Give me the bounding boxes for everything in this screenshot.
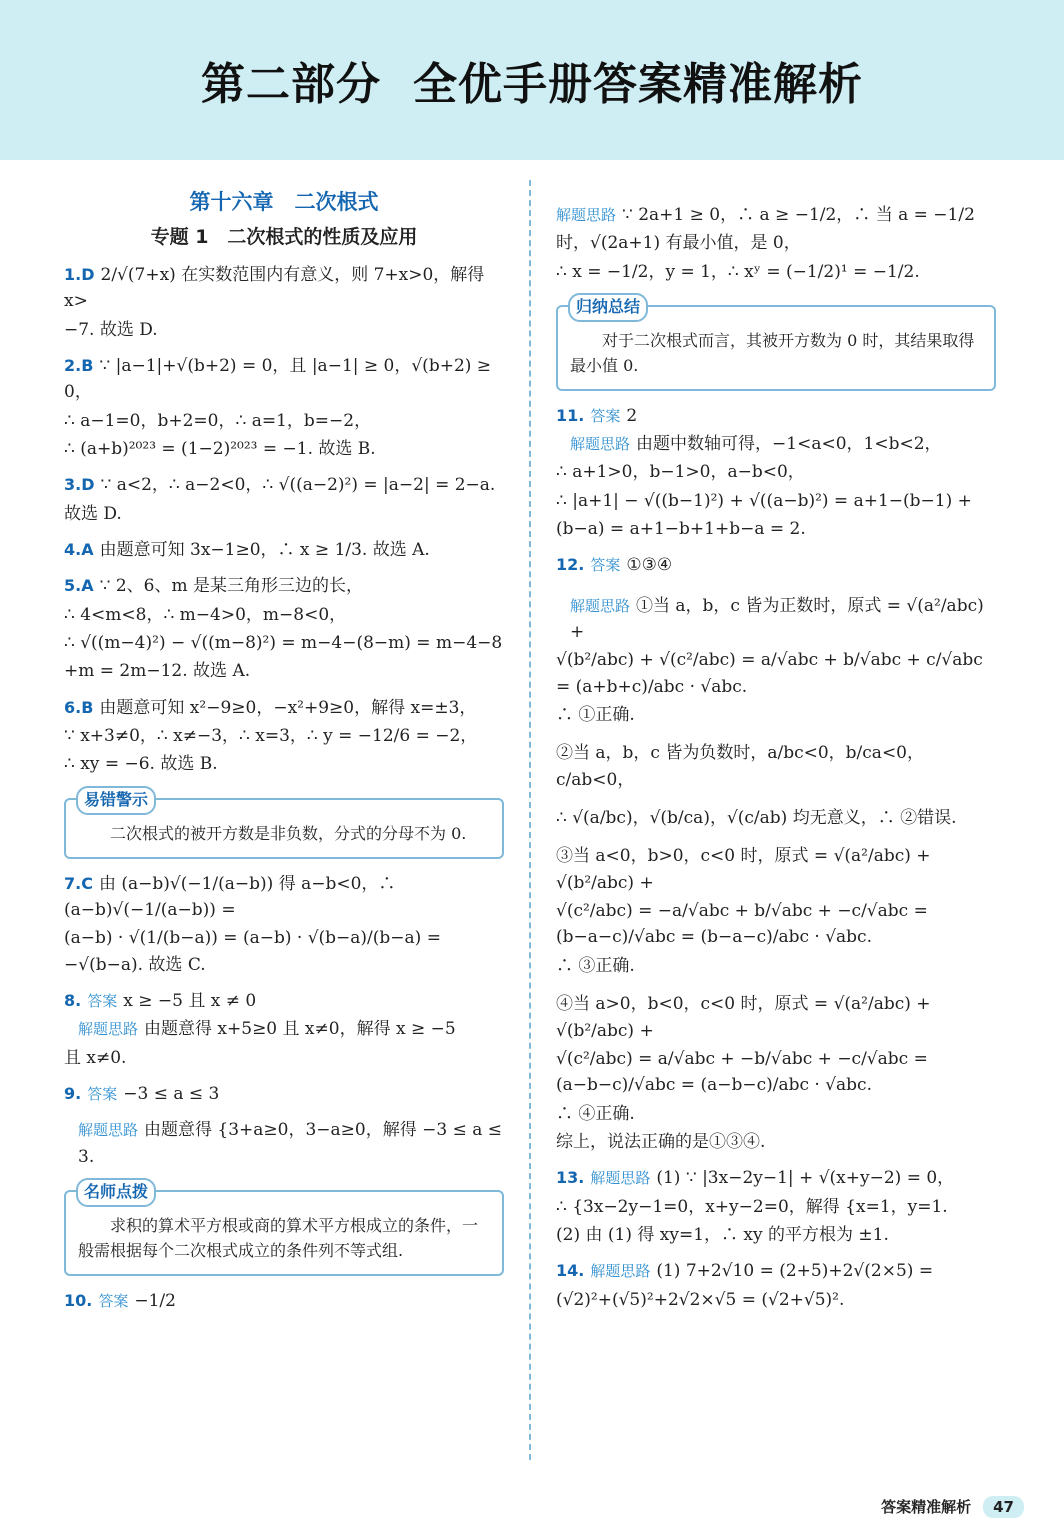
page-footer <box>881 1496 1024 1518</box>
summary-box-title: 归纳总结 <box>568 293 648 322</box>
question-4: 4.A 由题意可知 3x−1≥0，∴ x ≥ 1/3. 故选 A. <box>64 540 430 561</box>
question-10 <box>64 1288 504 1314</box>
question-number: 13. <box>556 1168 585 1188</box>
question-number: 10. <box>64 1290 93 1310</box>
answer-value: −1/2 <box>134 1290 176 1311</box>
answer-tag: 答案 <box>98 1291 129 1310</box>
reason-tag: 解题思路 <box>590 1262 651 1281</box>
footer-label: 答案精准解析 <box>881 1498 972 1516</box>
banner-title <box>201 48 863 112</box>
reason-tag: 解题思路 <box>78 1020 139 1039</box>
left-column <box>64 180 504 1314</box>
question-number: 5.A <box>64 576 94 596</box>
question-6: 6.B 由题意可知 x²−9≥0，−x²+9≥0，解得 x=±3， ∵ x+3≠0，∴ x≠−3，∴ x=3，∴ y = −12/6 = −2， ∴ xy = −6. 故选 B. <box>64 697 478 775</box>
question-12: 12. 答案 ①③④ 解题思路 ①当 a，b，c 皆为正数时，原式 = √(a²/abc) + √(b²/abc) + √(c²/abc) = a/√abc + b/√abc + c/√abc = (a+b+c)/abc · √abc. ∴ ①正确. ②当 a，b，c 皆为负数时，a/bc<0，b/ca<0，c/ab<0， ∴ √(a/bc)，√(b/ca)，√(c/ab) 均无意义，∴ ②错误. ③当 a<0，b>0，c<0 时，原式 = √(a²/abc) + √(b²/abc) + √(c²/abc) = −a/√abc + b/√abc + −c/√abc = (b−a−c)/√abc = (b−a−c)/abc · √abc. ∴ ③正确. ④当 a>0，b<0，c<0 时，原式 = √(a²/abc) + √(b²/abc) + √(c²/abc) = a/√abc + −b/√abc + −c/√abc = (a−b−c)/√abc = (a−b−c)/abc · √abc. ∴ ④正确. 综上，说法正确的是①③④. <box>556 555 984 1152</box>
reason-tag: 解题思路 <box>556 206 617 224</box>
answer-tag: 答案 <box>87 1085 118 1104</box>
question-number: 12. <box>556 555 585 575</box>
question-1: 1.D 2/√(7+x) 在实数范围内有意义，则 7+x>0，解得 x> −7. 故选 D. <box>64 264 485 340</box>
question-9: 9. 答案 −3 ≤ a ≤ 3 解题思路 由题意得 {3+a≥0，3−a≥0，解得 −3 ≤ a ≤ 3. <box>64 1084 503 1167</box>
warning-box <box>64 789 504 859</box>
right-column <box>556 180 996 1315</box>
answer-value: x ≥ −5 且 x ≠ 0 <box>123 991 257 1011</box>
warning-box-text: 二次根式的被开方数是非负数，分式的分母不为 0. <box>110 823 467 843</box>
tip-box-text: 求积的算术平方根或商的算术平方根成立的条件，一般需根据每个二次根式成立的条件列不等式组. <box>78 1216 479 1260</box>
tip-box <box>64 1182 504 1276</box>
question-number: 8. <box>64 991 82 1010</box>
question-14: 14. 解题思路 (1) 7+2√10 = (2+5)+2√(2×5) = (√2)²+(√5)²+2√2×√5 = (√2+√5)². <box>556 1261 934 1310</box>
page-number: 47 <box>983 1496 1024 1518</box>
answer-value: −3 ≤ a ≤ 3 <box>123 1084 220 1105</box>
reason-tag: 解题思路 <box>590 1169 651 1188</box>
question-7: 7.C 由 (a−b)√(−1/(a−b)) 得 a−b<0，∴ (a−b)√(−1/(a−b)) = (a−b) · √(1/(b−a)) = (a−b) · √(b−a)/(b−a) = −√(b−a). 故选 C. <box>64 873 441 975</box>
question-number: 2.B <box>64 356 94 376</box>
banner-part: 第二部分 <box>201 59 381 110</box>
answer-tag: 答案 <box>590 406 621 425</box>
reason-tag: 解题思路 <box>570 596 631 615</box>
question-number: 7.C <box>64 873 93 893</box>
column-divider <box>529 180 531 1460</box>
question-8: 8. 答案 x ≥ −5 且 x ≠ 0 解题思路 由题意得 x+5≥0 且 x≠0，解得 x ≥ −5 且 x≠0. <box>64 991 456 1068</box>
question-number: 3.D <box>64 475 95 495</box>
question-number: 9. <box>64 1084 82 1104</box>
page-banner <box>0 0 1064 160</box>
question-number: 6.B <box>64 697 94 717</box>
question-13: 13. 解题思路 (1) ∵ |3x−2y−1| + √(x+y−2) = 0， ∴ {3x−2y−1=0，x+y−2=0，解得 {x=1，y=1. (2) 由 (1) 得 xy=1，∴ xy 的平方根为 ±1. <box>556 1168 955 1245</box>
question-2: 2.B ∵ |a−1|+√(b+2) = 0，且 |a−1| ≥ 0，√(b+2) ≥ 0， ∴ a−1=0，b+2=0，∴ a=1，b=−2， ∴ (a+b)²⁰²³ = (1−2)²⁰²³ = −1. 故选 B. <box>64 356 492 460</box>
answer-tag: 答案 <box>87 992 118 1010</box>
summary-box-text: 对于二次根式而言，其被开方数为 0 时，其结果取得最小值 0. <box>570 331 975 375</box>
answer-tag: 答案 <box>590 556 621 575</box>
question-number: 11. <box>556 405 585 425</box>
answer-value: ①③④ <box>626 555 673 576</box>
question-number: 14. <box>556 1261 585 1281</box>
topic-title: 专题 1 二次根式的性质及应用 <box>150 225 418 248</box>
answer-value: 2 <box>626 405 638 426</box>
reason-tag: 解题思路 <box>78 1121 139 1140</box>
chapter-title: 第十六章 二次根式 <box>189 189 379 214</box>
question-number: 1.D <box>64 264 95 284</box>
summary-box <box>556 297 996 391</box>
question-number: 4.A <box>64 540 94 560</box>
question-10-reason: 解题思路 ∵ 2a+1 ≥ 0，∴ a ≥ −1/2，∴ 当 a = −1/2 时，√(2a+1) 有最小值，是 0， ∴ x = −1/2，y = 1，∴ xʸ = (−1/2)¹ = −1/2. <box>556 205 975 282</box>
banner-heading: 全优手册答案精准解析 <box>413 59 863 110</box>
question-5: 5.A ∵ 2、6、m 是某三角形三边的长， ∴ 4<m<8，∴ m−4>0，m−8<0， ∴ √((m−4)²) − √((m−8)²) = m−4−(8−m) = m−4−8 +m = 2m−12. 故选 A. <box>64 576 503 682</box>
reason-tag: 解题思路 <box>570 434 631 453</box>
question-11: 11. 答案 2 解题思路 由题中数轴可得，−1<a<0，1<b<2， ∴ a+1>0，b−1>0，a−b<0， ∴ |a+1| − √((b−1)²) + √((a−b)²) = a+1−(b−1) + (b−a) = a+1−b+1+b−a = 2. <box>556 405 972 539</box>
tip-box-title: 名师点拨 <box>76 1178 156 1207</box>
warning-box-title: 易错警示 <box>76 786 156 815</box>
question-3: 3.D ∵ a<2，∴ a−2<0，∴ √((a−2)²) = |a−2| = 2−a. 故选 D. <box>64 475 496 524</box>
